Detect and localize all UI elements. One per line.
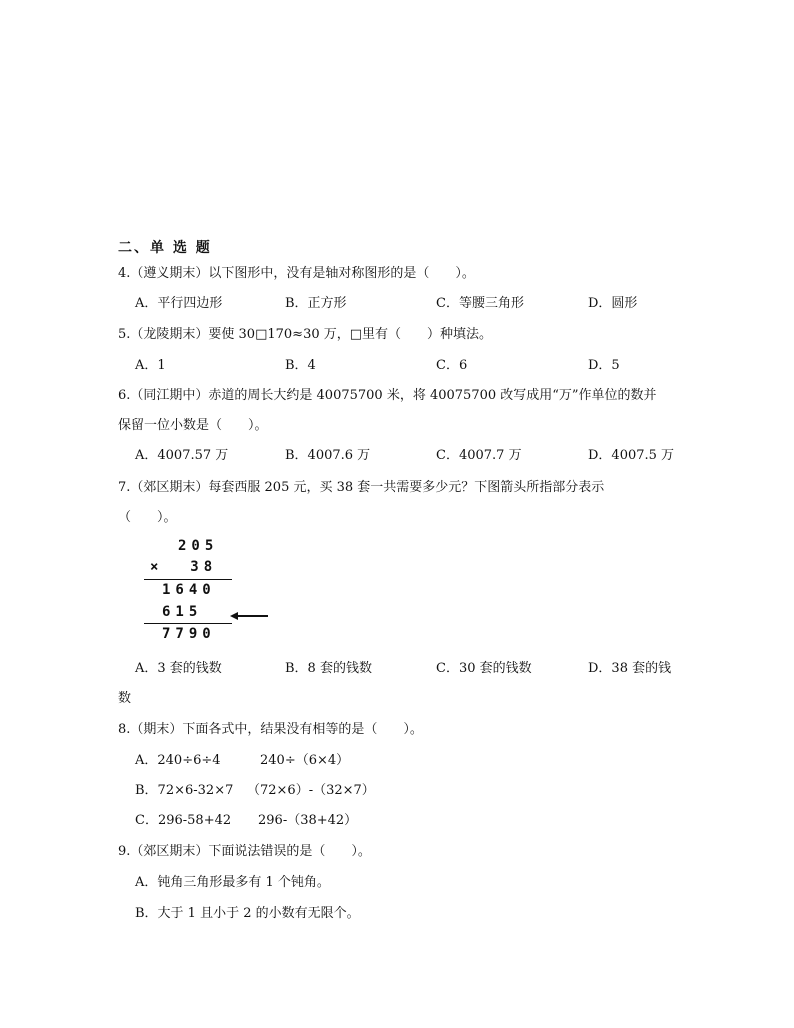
option-b: B．大于 1 且小于 2 的小数有无限个。	[135, 906, 360, 921]
option-c: C．等腰三角形	[436, 296, 524, 311]
multiplicand: 205	[178, 538, 219, 554]
option-a: A．平行四边形	[135, 296, 223, 311]
option-b-expr-right: （72×6）-（32×7）	[247, 783, 375, 798]
question-stem-line1: 7.（郊区期末）每套西服 205 元，买 38 套一共需要多少元？下图箭头所指部分表示	[118, 480, 605, 495]
question-stem: 5.（龙陵期末）要使 30□170≈30 万，□里有（ ）种填法。	[118, 327, 493, 342]
question-stem: 9.（郊区期末）下面说法错误的是（ ）。	[118, 844, 371, 859]
option-b: B．4	[285, 358, 316, 373]
section-title: 二、单 选 题	[118, 240, 212, 256]
option-a: A．1	[135, 358, 166, 373]
question-stem-line2: （ ）。	[118, 510, 177, 525]
partial-product-2: 615	[162, 604, 203, 620]
option-d: D．5	[588, 358, 620, 373]
option-b: B．正方形	[285, 296, 347, 311]
final-product: 7790	[162, 626, 216, 642]
multiplication-figure	[140, 538, 280, 648]
option-a-expr-left: A．240÷6÷4	[135, 753, 221, 768]
option-d: D．圆形	[588, 296, 638, 311]
question-stem-line1: 6.（同江期中）赤道的周长大约是 40075700 米，将 40075700 改写成用“万”作单位的数并	[118, 388, 657, 403]
option-d: D．38 套的钱	[588, 661, 672, 676]
option-a: A．钝角三角形最多有 1 个钝角。	[135, 875, 330, 890]
option-c-expr-left: C．296-58+42	[135, 813, 232, 828]
rule-line-1	[144, 579, 232, 580]
option-d-wrap: 数	[118, 691, 132, 706]
question-stem-line2: 保留一位小数是（ ）。	[118, 418, 268, 433]
option-a-expr-right: 240÷（6×4）	[260, 753, 350, 768]
option-a: A．3 套的钱数	[135, 661, 222, 676]
multiplier: × 38	[150, 559, 218, 575]
option-c-expr-right: 296-（38+42）	[258, 813, 358, 828]
arrow-icon	[230, 611, 270, 621]
option-c: C．30 套的钱数	[436, 661, 532, 676]
option-b-expr-left: B．72×6-32×7	[135, 783, 234, 798]
option-b: B．4007.6 万	[285, 448, 371, 463]
option-d: D．4007.5 万	[588, 448, 675, 463]
option-a: A．4007.57 万	[135, 448, 229, 463]
option-c: C．6	[436, 358, 468, 373]
question-stem: 8.（期末）下面各式中，结果没有相等的是（ ）。	[118, 722, 423, 737]
option-c: C．4007.7 万	[436, 448, 522, 463]
question-stem: 4.（遵义期末）以下图形中，没有是轴对称图形的是（ ）。	[118, 266, 475, 281]
option-b: B．8 套的钱数	[285, 661, 372, 676]
rule-line-2	[144, 623, 232, 624]
partial-product-1: 1640	[162, 582, 216, 598]
